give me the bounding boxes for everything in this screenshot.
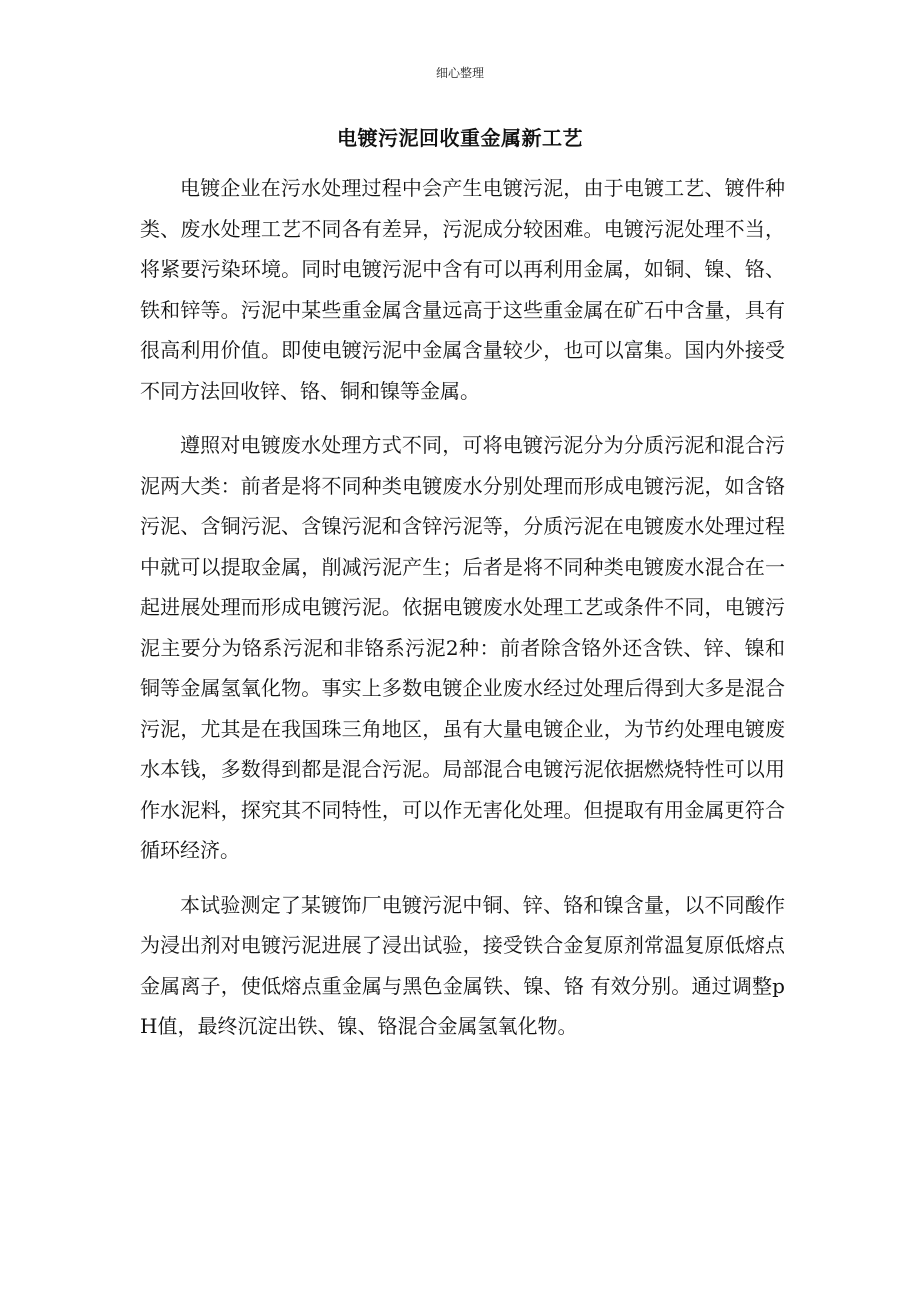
paragraph-2: 遵照对电镀废水处理方式不同，可将电镀污泥分为分质污泥和混合污泥两大类：前者是将不同种类电镀废水分别处理而形成电镀污泥，如含铬污泥、含铜污泥、含镍污泥和含锌污泥等，分质污泥在电镀废水处理过程中就可以提取金属，削减污泥产生；后者是将不同种类电镀废水混合在一起进展处理而形成电镀污泥。依据电镀废水处理工艺或条件不同，电镀污泥主要分为铬系污泥和非铬系污泥2种：前者除含铬外还含铁、锌、镍和铜等金属氢氧化物。事实上多数电镀企业废水经过处理后得到大多是混合污泥，尤其是在我国珠三角地区，虽有大量电镀企业，为节约处理电镀废水本钱，多数得到都是混合污泥。局部混合电镀污泥依据燃烧特性可以用作水泥料，探究其不同特性，可以作无害化处理。但提取有用金属更符合循环经济。 <box>140 433 785 862</box>
page-header: 细心整理 <box>435 66 484 80</box>
paragraph-3: 本试验测定了某镀饰厂电镀污泥中铜、锌、铬和镍含量，以不同酸作为浸出剂对电镀污泥进展了浸出试验，接受铁合金复原剂常温复原低熔点金属离子，使低熔点重金属与黑色金属铁、镍、铬 有效分别。通过调整pH值，最终沉淀出铁、镍、铬混合金属氢氧化物。 <box>140 892 785 1038</box>
document-body <box>140 168 785 1061</box>
paragraph-1: 电镀企业在污水处理过程中会产生电镀污泥，由于电镀工艺、镀件种类、废水处理工艺不同各有差异，污泥成分较困难。电镀污泥处理不当，将紧要污染环境。同时电镀污泥中含有可以再利用金属，如铜、镍、铬、铁和锌等。污泥中某些重金属含量远高于这些重金属在矿石中含量，具有很高利用价值。即使电镀污泥中金属含量较少，也可以富集。国内外接受不同方法回收锌、铬、铜和镍等金属。 <box>140 176 785 403</box>
document-title: 电镀污泥回收重金属新工艺 <box>337 126 583 150</box>
